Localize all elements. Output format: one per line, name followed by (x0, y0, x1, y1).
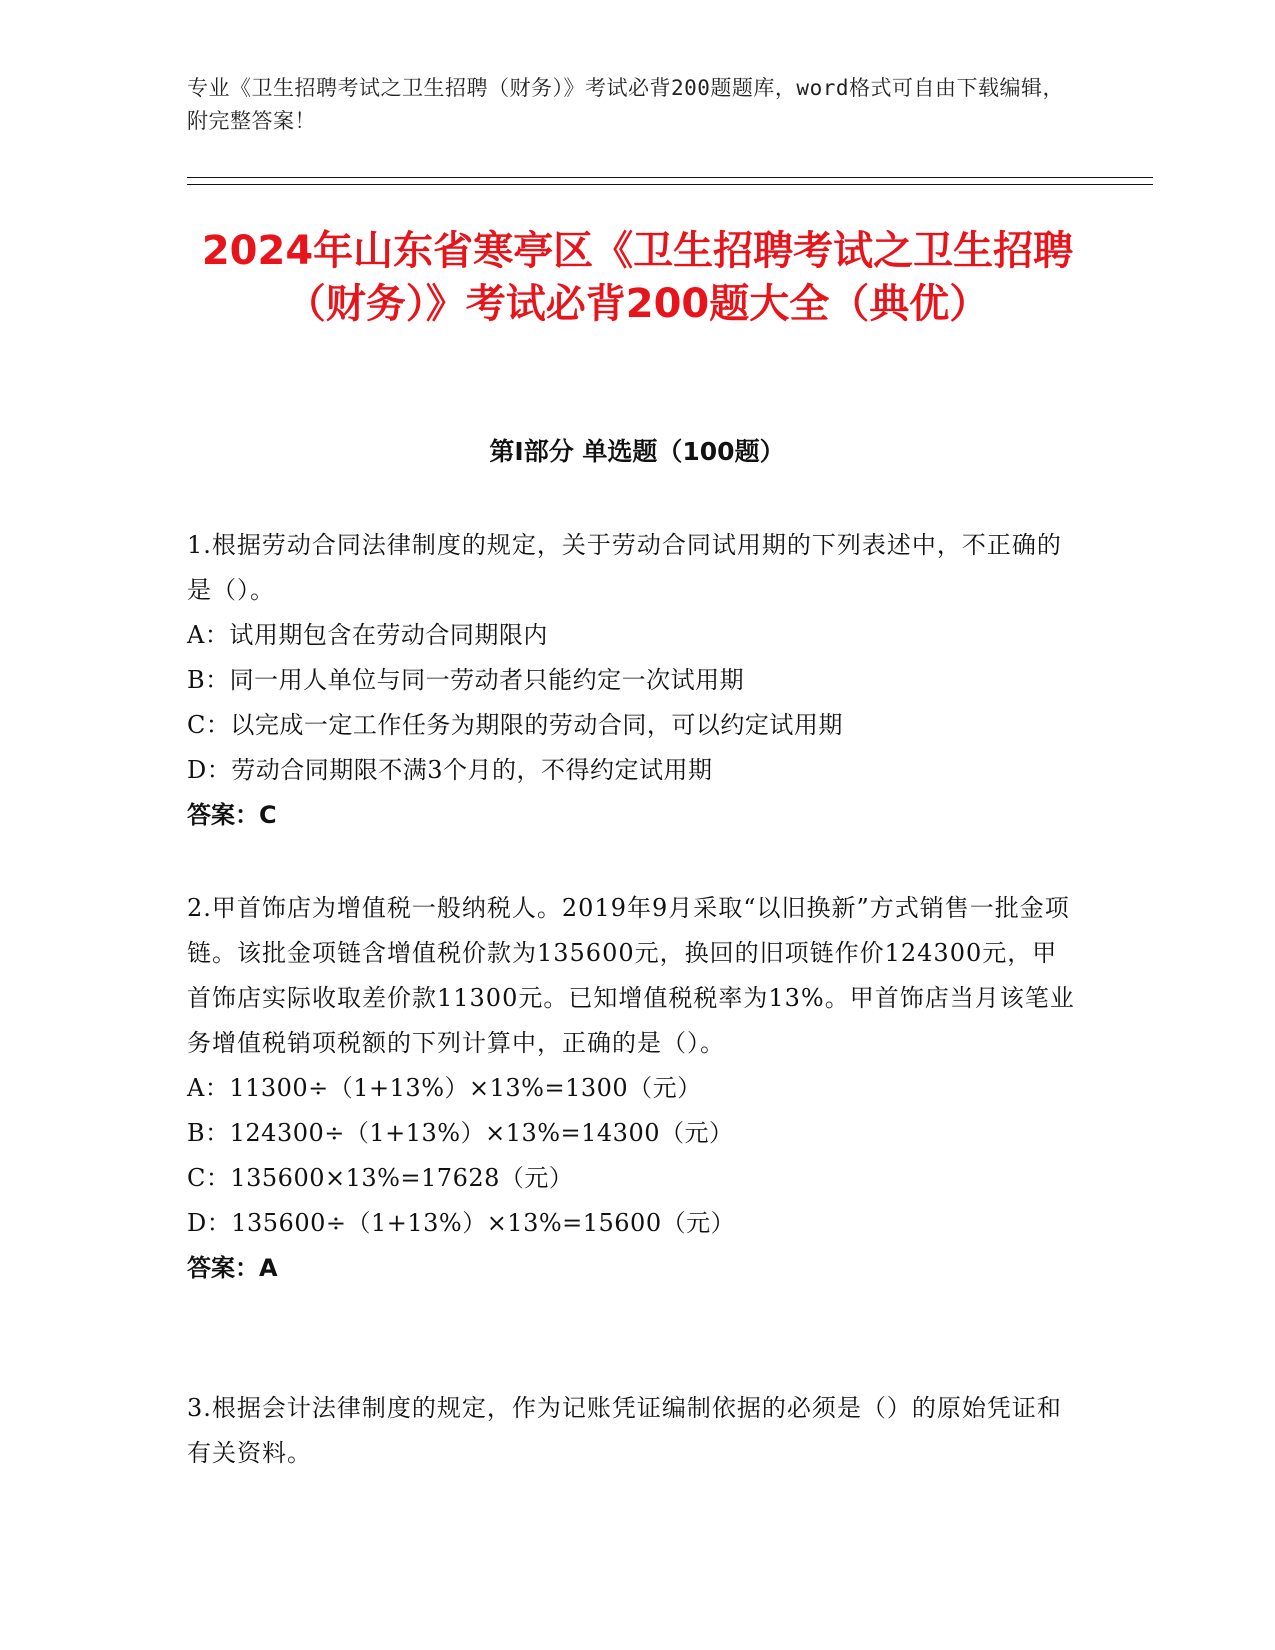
option-c: C：以完成一定工作任务为期限的劳动合同，可以约定试用期 (187, 711, 843, 739)
option-a: A：试用期包含在劳动合同期限内 (187, 621, 548, 649)
question-stem: 2.甲首饰店为增值税一般纳税人。2019年9月采取“以旧换新”方式销售一批金项链。该批金项链含增值税价款为135600元，换回的旧项链作价124300元，甲首饰店实际收取差价款11300元。已知增值税税率为13%。甲首饰店当月该笔业务增值税销项税额的下列计算中，正确的是（）。 (187, 894, 1075, 1057)
option-b: B：124300÷（1+13%）×13%=14300（元） (187, 1119, 734, 1147)
option-b: B：同一用人单位与同一劳动者只能约定一次试用期 (187, 666, 745, 694)
option-d: D：135600÷（1+13%）×13%=15600（元） (187, 1209, 736, 1237)
question-stem: 3.根据会计法律制度的规定，作为记账凭证编制依据的必须是（）的原始凭证和有关资料。 (187, 1394, 1062, 1467)
document-title: 2024年山东省寒亭区《卫生招聘考试之卫生招聘（财务）》考试必背200题大全（典优） (201, 228, 1074, 327)
header-note: 专业《卫生招聘考试之卫生招聘（财务）》考试必背200题题库，word格式可自由下载编辑，附完整答案！ (187, 76, 1064, 133)
header-divider-top (187, 177, 1153, 178)
answer-label: 答案：C (187, 801, 277, 829)
answer-label: 答案：A (187, 1254, 278, 1282)
question-3 (187, 1386, 1082, 1476)
question-2 (187, 886, 1082, 1291)
question-1 (187, 523, 1082, 838)
section-title: 第I部分 单选题（100题） (489, 437, 785, 466)
option-c: C：135600×13%=17628（元） (187, 1164, 574, 1192)
header-divider-bottom (187, 184, 1153, 185)
option-d: D：劳动合同期限不满3个月的，不得约定试用期 (187, 756, 713, 784)
question-stem: 1.根据劳动合同法律制度的规定，关于劳动合同试用期的下列表述中，不正确的是（）。 (187, 531, 1062, 604)
option-a: A：11300÷（1+13%）×13%=1300（元） (187, 1074, 702, 1102)
